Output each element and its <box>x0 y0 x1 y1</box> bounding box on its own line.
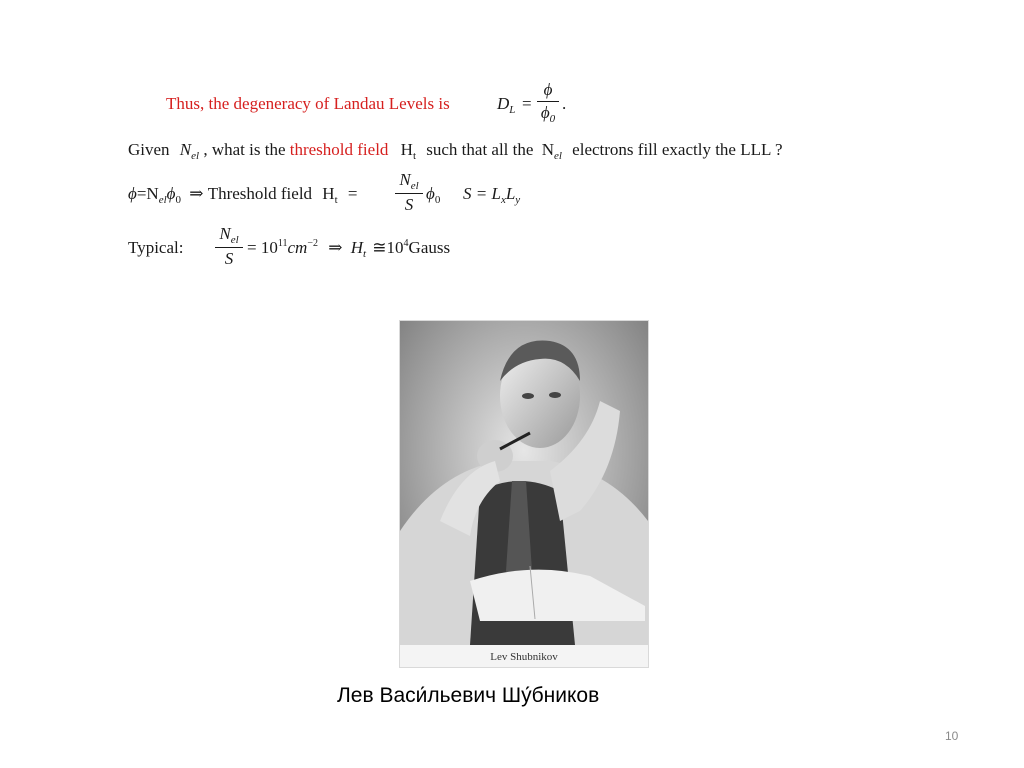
degeneracy-period: . <box>562 94 567 113</box>
portrait-photo <box>399 320 649 668</box>
name-caption: Лев Васи́льевич Шу́бников <box>337 684 600 707</box>
area-equation: $S = L_xL_y$ <box>463 184 521 206</box>
page-number: 10 <box>945 729 959 743</box>
degeneracy-eq: = <box>522 94 532 113</box>
typical-label: Typical: <box>128 238 184 257</box>
typical-equation: = $10^{11}cm^{-2}$ ⇒ $H_t$ $≅10^4Gauss$ <box>247 238 451 260</box>
degeneracy-text: Thus, the degeneracy of Landau Levels is <box>166 94 450 113</box>
photo-caption: Lev Shubnikov <box>490 651 558 663</box>
typical-fraction: $N_{el}$ S <box>215 224 243 269</box>
portrait-image <box>400 321 648 645</box>
degeneracy-fraction <box>537 80 559 125</box>
threshold-field-highlight: threshold field <box>289 140 389 159</box>
threshold-fraction: $N_{el}$ S <box>395 170 423 215</box>
degeneracy-lhs: $D_L$ <box>497 94 516 116</box>
fraction-numerator: ϕ <box>543 80 553 99</box>
threshold-equation-left: $\phi=N_{el}\phi_0$ ⇒ Threshold field $H_t$ = <box>128 184 358 206</box>
threshold-phi0: $\phi_0$ <box>426 184 441 206</box>
given-line: Given $N_{el}$ , what is the threshold field $H_t$ such that all the $N_{el}$ electrons fill exactly the LLL ? <box>128 140 783 162</box>
fraction-denominator: $\phi_0$ <box>540 103 556 125</box>
